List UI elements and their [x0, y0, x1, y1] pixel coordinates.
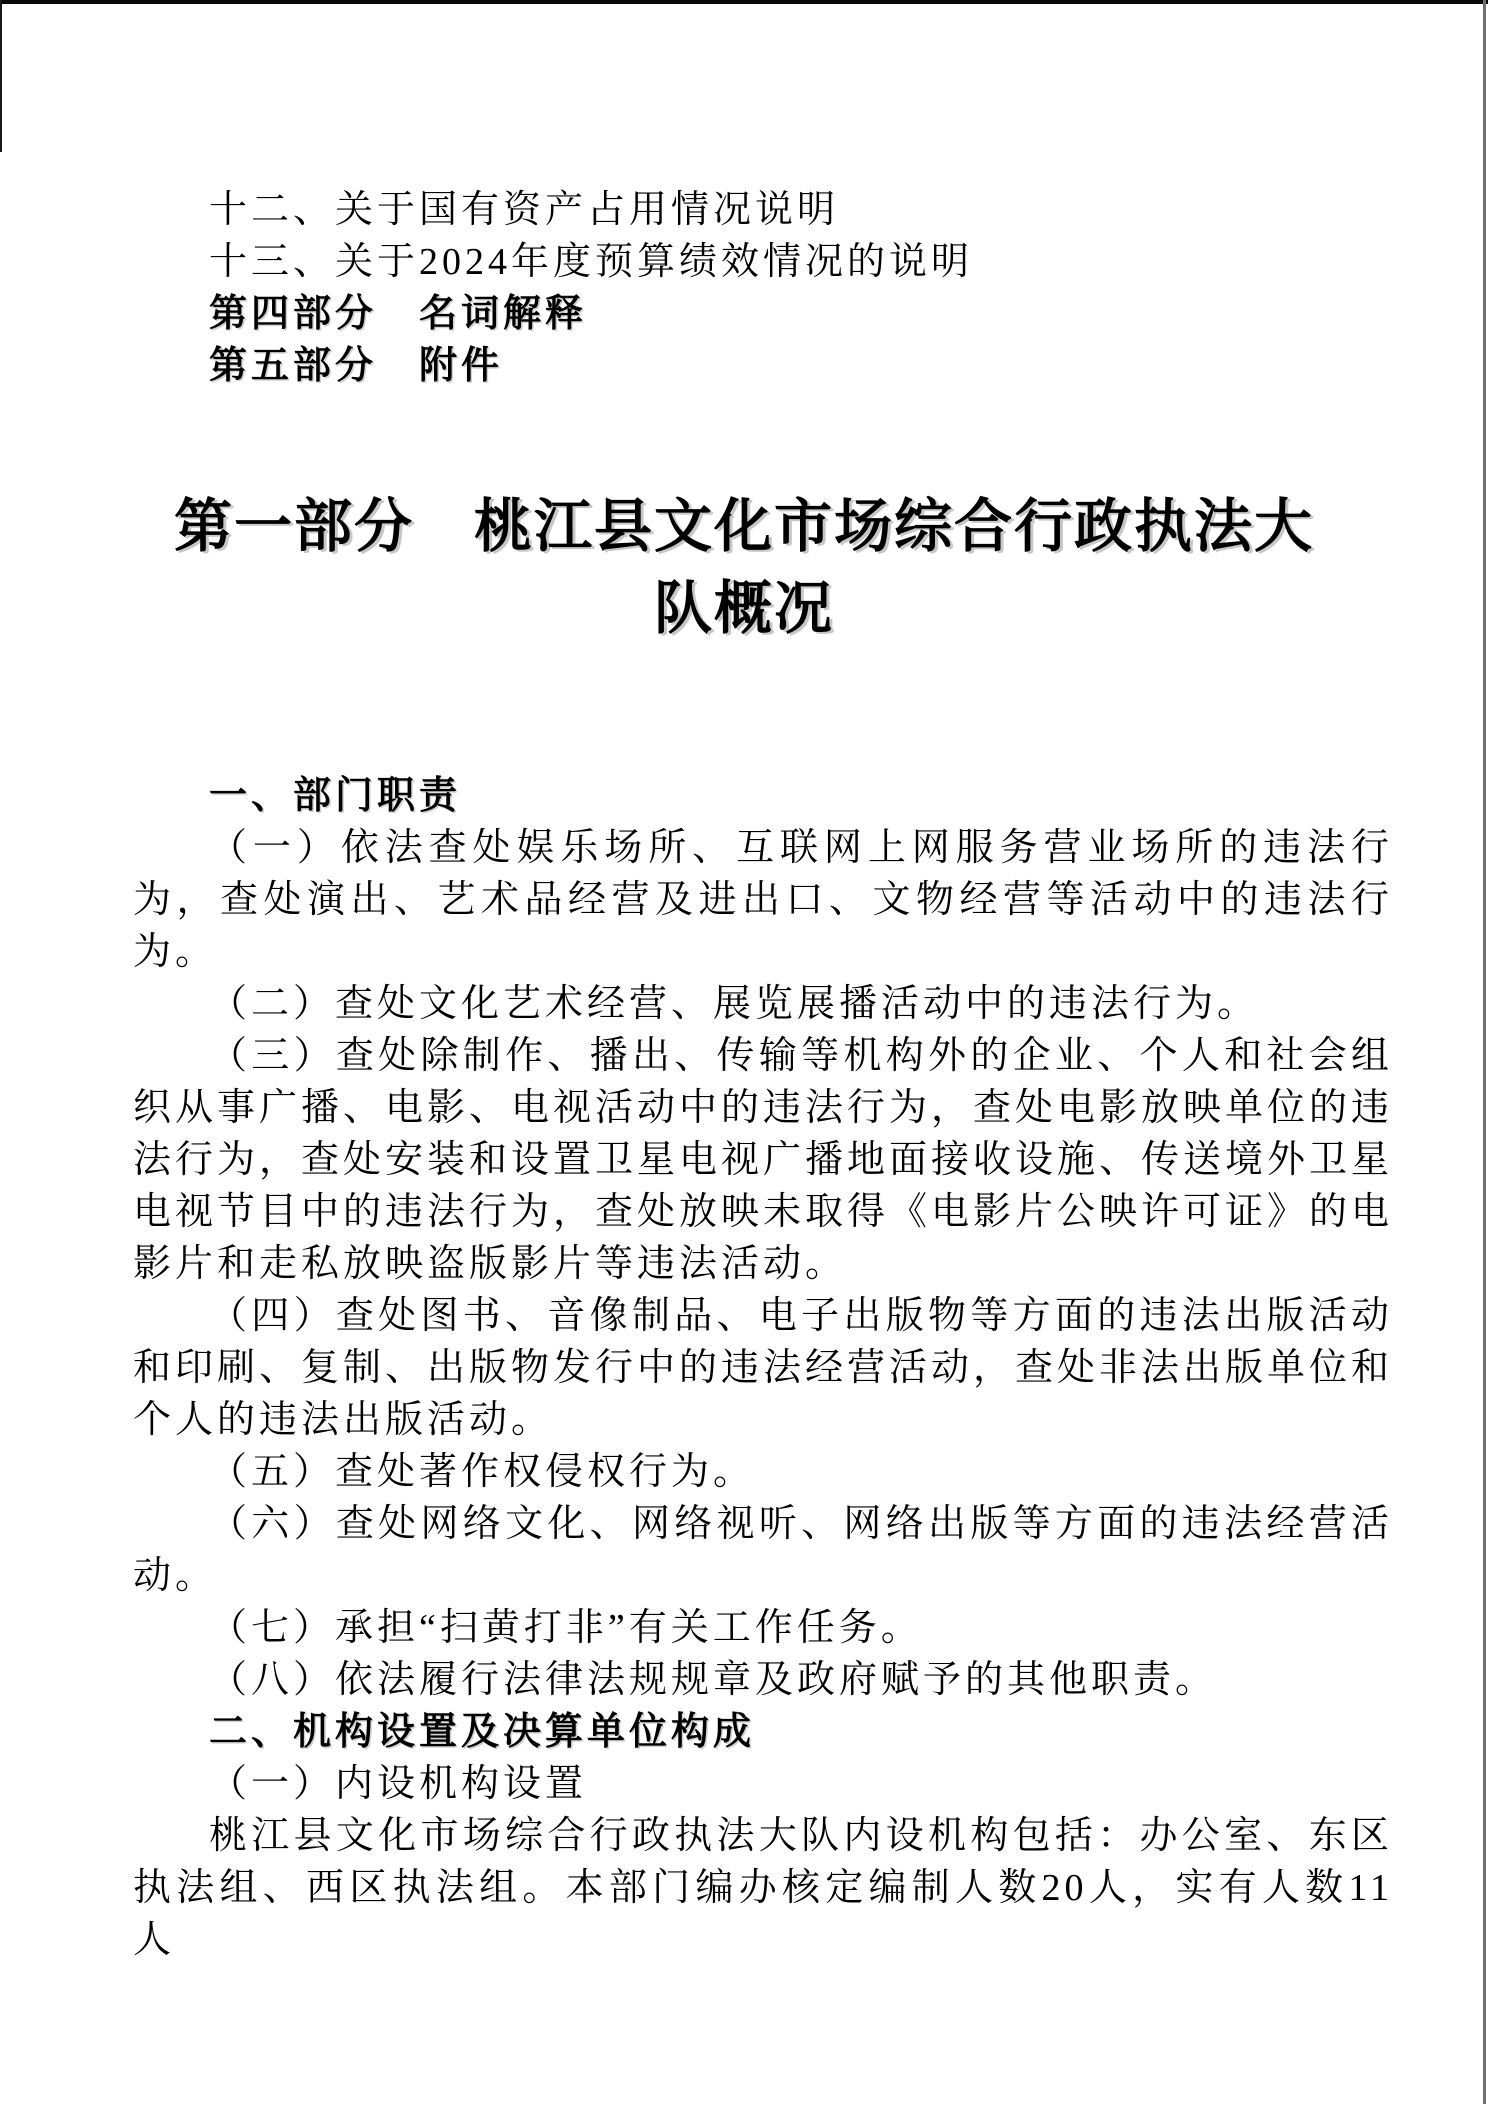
org-paragraph-staffing: 桃江县文化市场综合行政执法大队内设机构包括：办公室、东区执法组、西区执法组。本部门编办核定编制人数20人，实有人数11人 [133, 1815, 1393, 1961]
body-content [133, 770, 1393, 1966]
toc-part-4: 第四部分 名词解释 [209, 293, 588, 335]
scan-top-edge-bar [0, 0, 1488, 4]
duty-paragraph-5: （五）查处著作权侵权行为。 [209, 1451, 756, 1493]
duty-paragraph-1: （一）依法查处娱乐场所、互联网上网服务营业场所的违法行为，查处演出、艺术品经营及进出口、文物经营等活动中的违法行为。 [133, 827, 1393, 973]
duty-paragraph-2: （二）查处文化艺术经营、展览展播活动中的违法行为。 [209, 983, 1260, 1025]
scan-right-edge-line [1483, 0, 1486, 2104]
scan-left-edge-line [0, 0, 2, 152]
toc-item-13: 十三、关于2024年度预算绩效情况的说明 [209, 241, 974, 283]
section-title-line-1: 第一部分 桃江县文化市场综合行政执法大 [173, 494, 1314, 559]
heading-department-duties: 一、部门职责 [209, 775, 462, 817]
duty-paragraph-3: （三）查处除制作、播出、传输等机构外的企业、个人和社会组织从事广播、电影、电视活动中的违法行为，查处电影放映单位的违法行为，查处安装和设置卫星电视广播地面接收设施、传送境外卫星电视节目中的违法行为，查处放映未取得《电影片公映许可证》的电影片和走私放映盗版影片等违法活动。 [133, 1035, 1394, 1285]
toc-part-5: 第五部分 附件 [209, 345, 504, 387]
org-subheading-internal-setup: （一）内设机构设置 [209, 1763, 588, 1805]
heading-org-structure: 二、机构设置及决算单位构成 [209, 1711, 756, 1753]
duty-paragraph-8: （八）依法履行法律法规规章及政府赋予的其他职责。 [209, 1659, 1218, 1701]
duty-paragraph-7: （七）承担“扫黄打非”有关工作任务。 [209, 1607, 923, 1649]
duty-paragraph-6: （六）查处网络文化、网络视听、网络出版等方面的违法经营活动。 [133, 1503, 1393, 1597]
duty-paragraph-4: （四）查处图书、音像制品、电子出版物等方面的违法出版活动和印刷、复制、出版物发行中的违法经营活动，查处非法出版单位和个人的违法出版活动。 [133, 1295, 1394, 1441]
section-title [64, 486, 1424, 650]
table-of-contents-fragment [133, 184, 1393, 392]
section-title-line-2: 队概况 [653, 576, 834, 641]
toc-item-12: 十二、关于国有资产占用情况说明 [209, 189, 840, 231]
